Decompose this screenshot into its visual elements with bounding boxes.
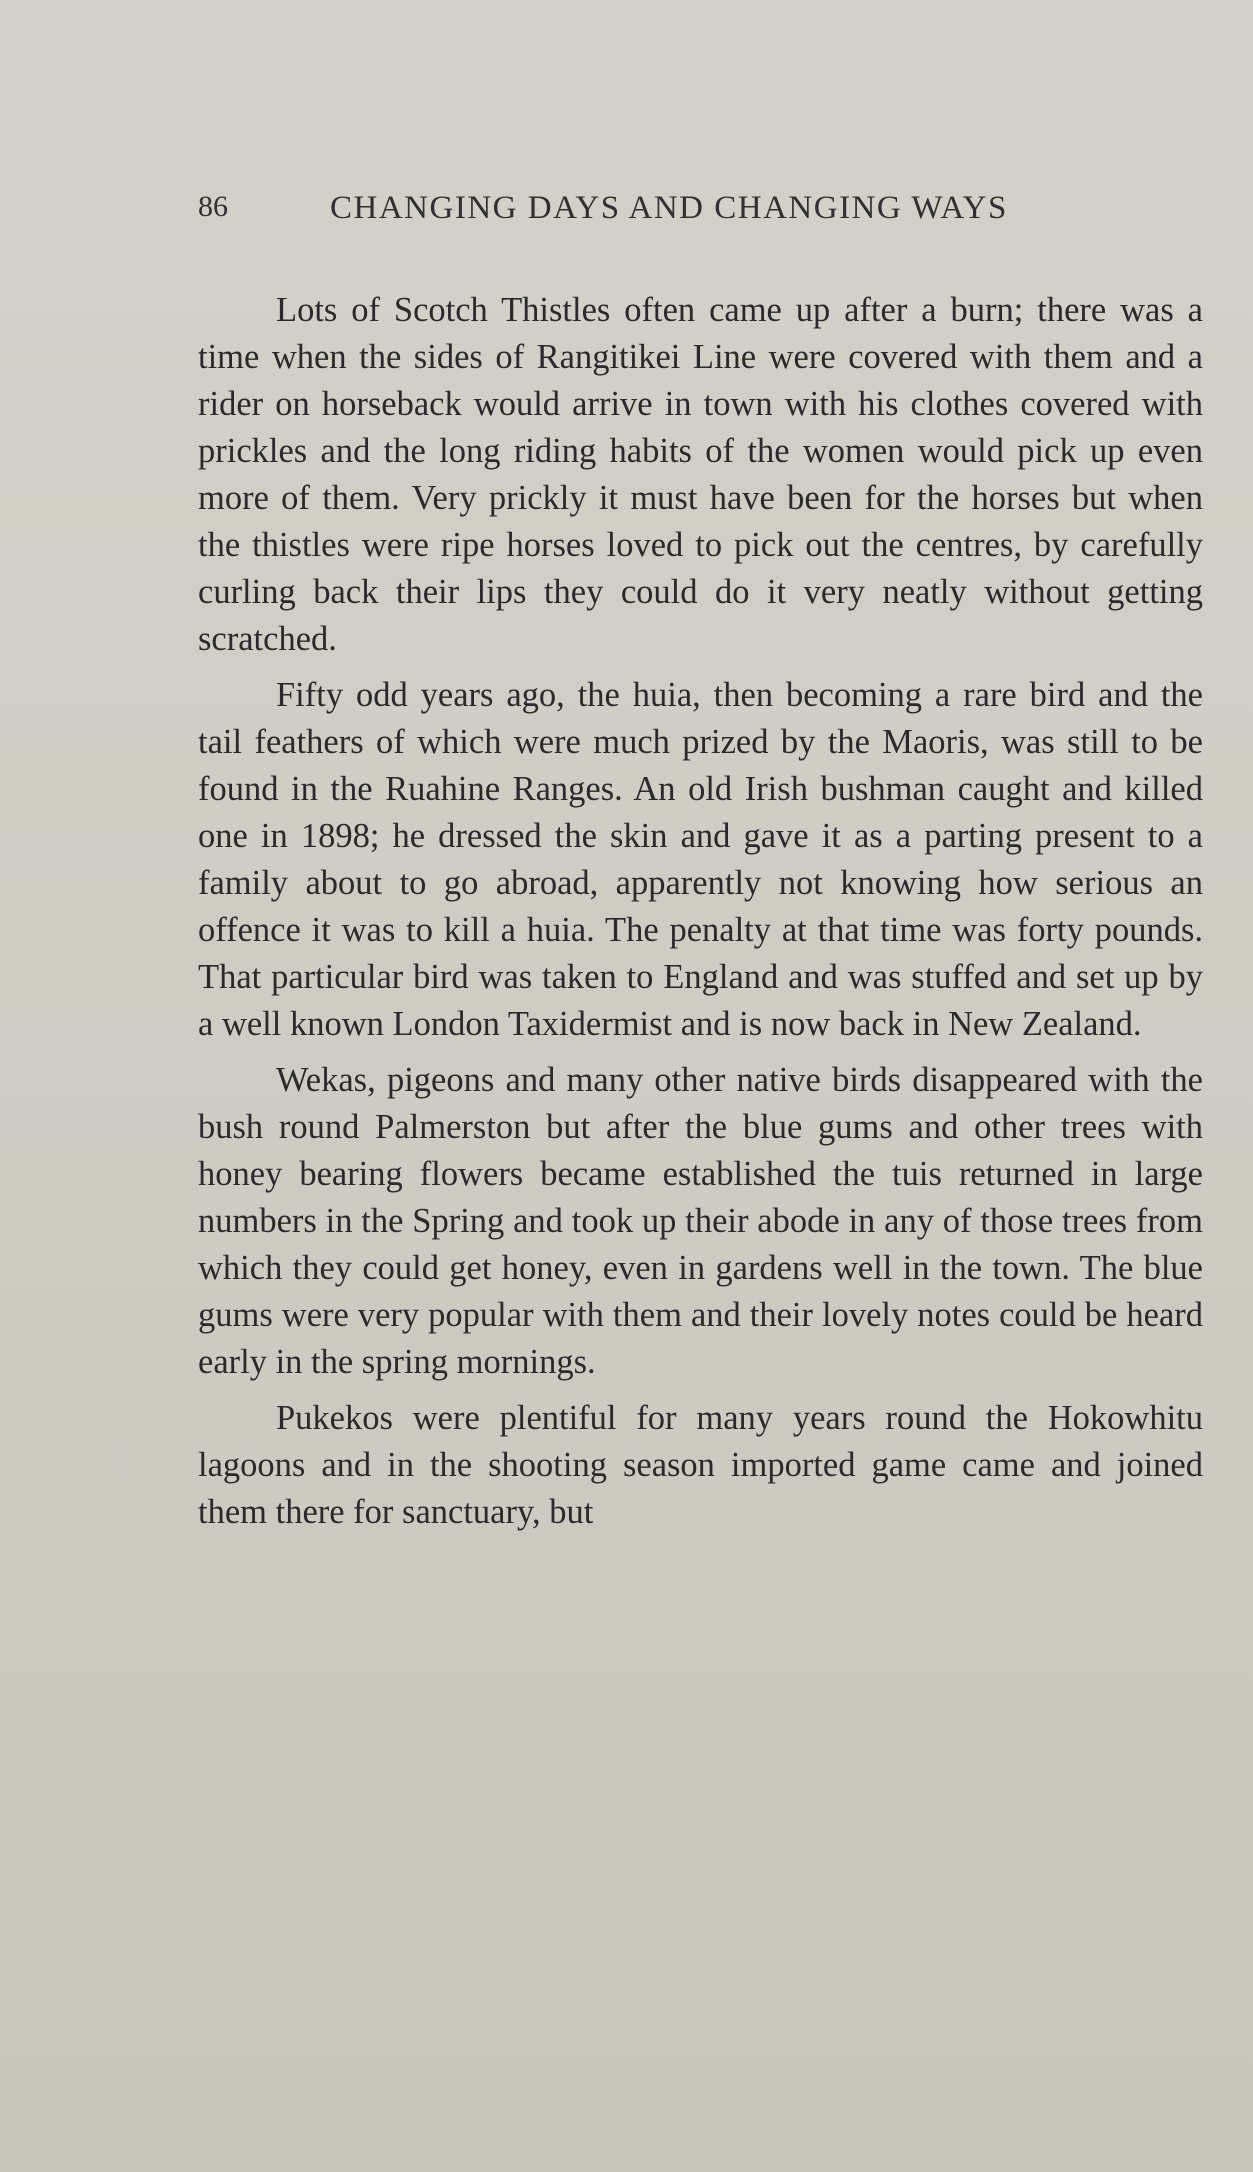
running-title: CHANGING DAYS AND CHANGING WAYS [330, 190, 1008, 226]
paragraph-tuis: Wekas, pigeons and many other native birds disappeared with the bush round Palmerston but after the blue gums and other trees with honey bearing flowers became established the tuis returned in large numbers in the Spring and took up their abode in any of those trees from which they could get honey, even in gardens well in the town. The blue gums were very popular with them and their lovely notes could be heard early in the spring mornings. [198, 1061, 1203, 1381]
body-text [198, 287, 1203, 1536]
paragraph-thistles: Lots of Scotch Thistles often came up after a burn; there was a time when the sides of Rangitikei Line were covered with them and a rider on horseback would arrive in town with his clothes covered with prickles and the long riding habits of the women would pick up even more of them. Very prickly it must have been for the horses but when the thistles were ripe horses loved to pick out the centres, by carefully curling back their lips they could do it very neatly without getting scratched. [198, 291, 1203, 658]
running-head [198, 186, 1082, 236]
paragraph-pukekos: Pukekos were plentiful for many years round the Hokowhitu lagoons and in the shooting season imported game came and joined them there for sanctuary, but [198, 1399, 1203, 1531]
paragraph-huia: Fifty odd years ago, the huia, then becoming a rare bird and the tail feathers of which were much prized by the Maoris, was still to be found in the Ruahine Ranges. An old Irish bushman caught and killed one in 1898; he dressed the skin and gave it as a parting present to a family about to go abroad, apparently not knowing how serious an offence it was to kill a huia. The penalty at that time was forty pounds. That particular bird was taken to England and was stuffed and set up by a well known London Taxidermist and is now back in New Zealand. [198, 676, 1203, 1043]
page-number: 86 [198, 190, 228, 223]
